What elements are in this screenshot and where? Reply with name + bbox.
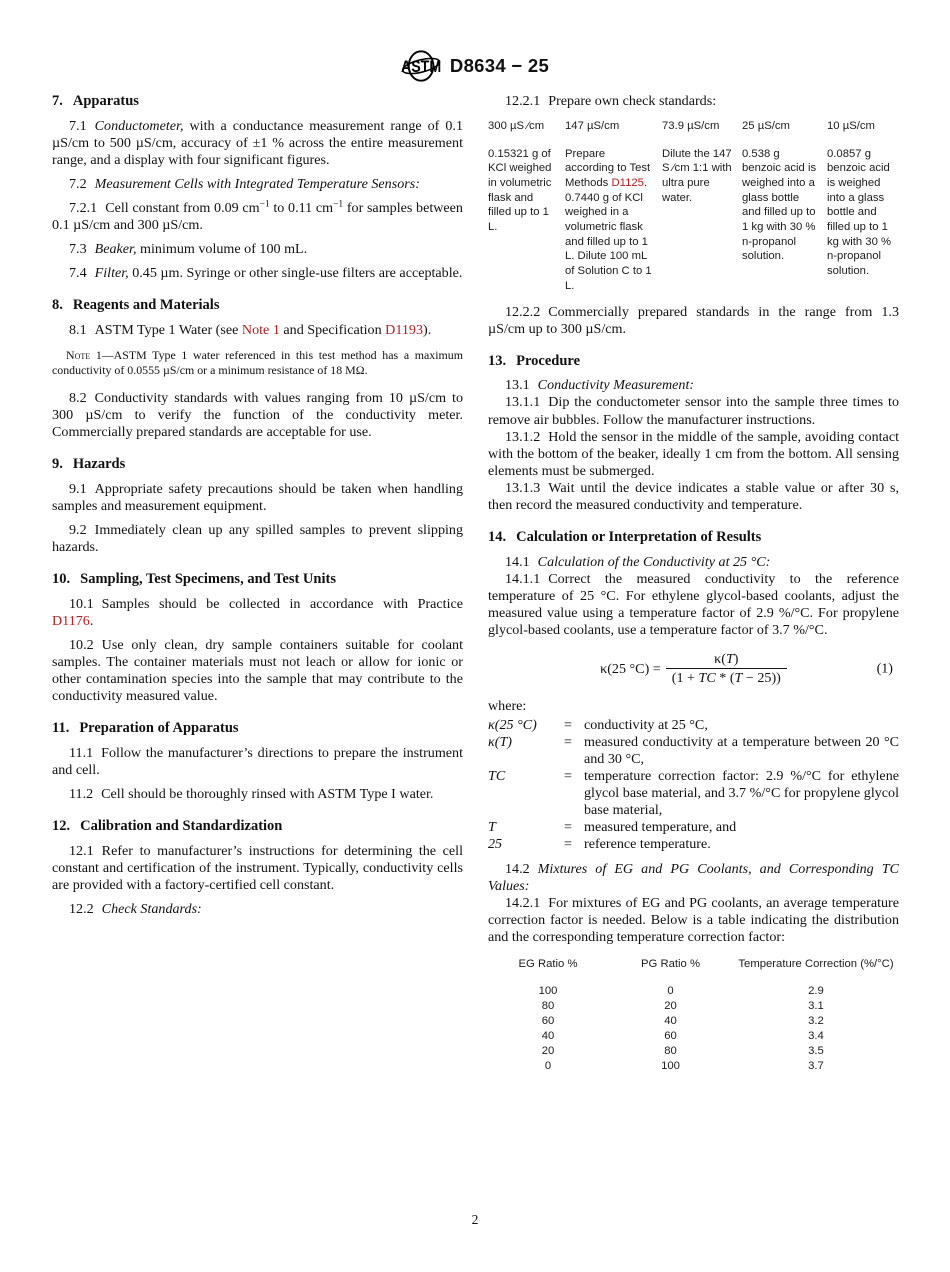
para-text: ). (423, 322, 432, 339)
para-7-2-1 (52, 200, 463, 234)
check-standards-table (488, 119, 899, 293)
section-heading-calculation (488, 529, 899, 547)
para-number: 13.1.2 (505, 428, 541, 445)
note-1 (52, 348, 463, 378)
para-14-2 (488, 861, 899, 895)
equals-sign: = (564, 733, 572, 750)
section-title: Reagents and Materials (72, 297, 220, 314)
defined-term: Beaker, (94, 241, 137, 258)
section-number: 7. (52, 93, 63, 109)
table-cell: 40 (664, 1014, 677, 1027)
para-text: Prepare own check standards: (548, 93, 717, 109)
para-number: 7.1 (69, 117, 87, 134)
astm-logo-icon (401, 48, 443, 84)
eq-var: T (734, 670, 743, 687)
para-text: Follow the manufacturer’s directions to prepare the instrument and cell. (52, 744, 463, 778)
page-footer (0, 1212, 950, 1228)
table-cell: 100 (661, 1059, 680, 1072)
eg-table-header: PG Ratio % (640, 958, 701, 971)
table-cell: 3.7 (808, 1059, 824, 1072)
section-number: 11. (52, 720, 70, 737)
spec-d1193-link[interactable]: D1193 (385, 322, 423, 339)
right-column (488, 93, 899, 1073)
section-title: Sampling, Test Specimens, and Test Units (80, 570, 336, 587)
para-number: 13.1 (505, 377, 530, 394)
para-12-1 (52, 843, 463, 894)
eq-text: ) (733, 651, 739, 668)
table-cell: 60 (664, 1029, 677, 1042)
check-table-header: 300 µS ⁄cm (488, 120, 545, 133)
section-heading-hazards (52, 456, 463, 474)
check-table-header: 147 µS/cm (565, 120, 620, 133)
para-7-3 (52, 241, 463, 258)
para-text: For mixtures of EG and PG coolants, an average temperature correction factor is needed. Below is a table indicating the distribution and the corresponding temperature correction factor: (488, 894, 899, 945)
equals-sign: = (564, 836, 572, 853)
check-table-cell-25: 0.538 g benzoic acid is weighed into a glass bottle and filled up to 1 kg with 30 % n-propanol solution. (742, 147, 817, 263)
para-text: Use only clean, dry sample containers suitable for coolant samples. The container materials must not leach or allow for ionic or other contamination species into the sample that may contribute to the conductivity measured value. (52, 636, 463, 705)
section-heading-procedure (488, 353, 899, 371)
table-cell: 100 (538, 985, 558, 998)
para-12-2-1 (488, 93, 899, 110)
para-number: 11.2 (69, 786, 94, 803)
check-table-header: 25 µS/cm (742, 120, 790, 133)
equation-fraction (666, 651, 787, 687)
para-text: Conductivity standards with values ranging from 10 µS/cm to 300 µS/cm to verify the function of the conductivity meter. Commercially prepared standards are acceptable for use. (52, 389, 463, 440)
para-text: for samples between 0.1 µS/cm and 300 µS/cm. (52, 200, 463, 234)
para-13-1-3 (488, 480, 899, 514)
defined-term: Calculation of the Conductivity at 25 °C: (537, 553, 771, 570)
para-text: Refer to manufacturer’s instructions for determining the cell constant and certification of the instrument. Typically, conductivity cells are provided with a factory-certified cell constant. (52, 842, 463, 893)
para-7-1 (52, 118, 463, 169)
para-number: 9.2 (69, 521, 87, 538)
table-cell: 0 (544, 1059, 552, 1072)
equals-sign: = (564, 819, 572, 836)
table-cell: 80 (664, 1044, 677, 1057)
where-def-k25 (488, 717, 899, 734)
table-cell: 3.4 (808, 1029, 824, 1042)
para-number: 12.2.1 (505, 93, 541, 109)
where-def-kt (488, 734, 899, 768)
para-9-2 (52, 522, 463, 556)
section-number: 14. (488, 529, 507, 546)
astm-logo-graphic (401, 48, 443, 84)
para-12-2-2 (488, 304, 899, 338)
section-number: 13. (488, 352, 507, 369)
equation-number: (1) (876, 660, 893, 677)
section-heading-calibration (52, 818, 463, 836)
para-11-1 (52, 745, 463, 779)
para-text: Dip the conductometer sensor into the sample three times to remove air bubbles. Follow the manufacturer instructions. (488, 394, 899, 428)
para-number: 14.1 (505, 553, 530, 570)
para-number: 10.1 (69, 595, 94, 612)
equation-numerator (708, 651, 744, 668)
where-term: κ(T) (488, 733, 512, 750)
table-cell: 3.1 (808, 999, 824, 1012)
where-term: TC (488, 768, 506, 785)
para-number: 13.1.1 (505, 394, 541, 411)
para-14-2-1 (488, 895, 899, 946)
para-11-2 (52, 786, 463, 803)
defined-term: Conductivity Measurement: (537, 377, 695, 394)
para-text: Appropriate safety precautions should be taken when handling samples and measurement equipment. (52, 480, 463, 514)
eq-text: (1 + (671, 670, 699, 687)
table-cell: 80 (541, 999, 555, 1012)
where-term: T (488, 819, 496, 836)
defined-term: Conductometer, (94, 117, 184, 134)
para-8-1 (52, 322, 463, 339)
table-cell: 20 (541, 1044, 555, 1057)
section-number: 9. (52, 455, 63, 472)
para-7-4 (52, 265, 463, 282)
para-number: 11.1 (69, 744, 94, 761)
table-cell: 3.2 (808, 1014, 824, 1027)
para-number: 14.2 (505, 860, 530, 877)
para-number: 7.2.1 (69, 200, 98, 217)
equation-lhs: κ(25 °C) = (600, 660, 661, 677)
section-heading-preparation (52, 720, 463, 738)
section-number: 10. (52, 570, 71, 587)
superscript: −1 (259, 199, 270, 210)
para-text: Correct the measured conductivity to the reference temperature of 25 °C. For ethylene glycol-based coolants, adjust the measured value using a temperature factor of 2.9 %/°C. For propylene glycol-based coolants, use a temperature factor of 3.7 %/°C. (488, 570, 899, 639)
table-cell: 60 (541, 1014, 555, 1027)
cell-text: . 0.7440 g of KCl weighed in a volumetric flask and filled up to 1 L. Dilute 100 mL of Solution C to 1 L. (565, 177, 652, 292)
para-text: to 0.11 cm (269, 200, 334, 217)
para-number: 12.2 (69, 901, 94, 918)
eq-text: − 25)) (742, 670, 781, 687)
para-number: 14.2.1 (505, 894, 541, 911)
para-text: 0.45 µm. Syringe or other single-use filters are acceptable. (128, 265, 463, 282)
defined-term: Filter, (94, 265, 129, 282)
check-table-cell-10: 0.0857 g benzoic acid is weighed into a glass bottle and filled up to 1 kg with 30 % n-propanol solution. (827, 147, 892, 278)
para-text: and Specification (279, 322, 386, 339)
eg-table-header: Temperature Correction (%/°C) (738, 958, 894, 971)
eq-var: T (725, 651, 734, 668)
table-cell: 20 (664, 999, 677, 1012)
para-text: ASTM Type 1 Water (see (94, 322, 242, 339)
where-definition: reference temperature. (584, 836, 711, 853)
para-number: 7.4 (69, 265, 87, 282)
para-13-1-1 (488, 394, 899, 428)
section-title: Preparation of Apparatus (79, 720, 239, 737)
eq-text: κ( (714, 651, 726, 668)
section-title: Calibration and Standardization (80, 818, 283, 835)
where-def-tc (488, 768, 899, 819)
defined-term: Check Standards: (101, 901, 202, 918)
para-10-2 (52, 637, 463, 705)
para-number: 8.1 (69, 322, 87, 339)
where-definition: temperature correction factor: 2.9 %/°C for ethylene glycol base material, and 3.7 %/°C for propylene glycol base material, (584, 768, 899, 819)
check-table-cell-147 (565, 147, 660, 294)
para-14-1 (488, 554, 899, 571)
where-label: where: (488, 697, 527, 714)
eq-var: TC (698, 670, 716, 687)
para-13-1-2 (488, 429, 899, 480)
para-text: Commercially prepared standards in the range from 1.3 µS/cm up to 300 µS/cm. (488, 303, 899, 337)
table-cell: 40 (541, 1029, 555, 1042)
page-header (0, 48, 950, 84)
para-7-2 (52, 176, 463, 193)
where-definition: measured conductivity at a temperature between 20 °C and 30 °C, (584, 733, 899, 767)
defined-term: Mixtures of EG and PG Coolants, and Corresponding TC Values: (488, 860, 899, 894)
para-number: 7.3 (69, 241, 87, 258)
standard-designation: D8634 − 25 (449, 55, 550, 76)
section-number: 8. (52, 297, 63, 314)
section-title: Apparatus (72, 93, 139, 109)
equals-sign: = (564, 716, 572, 733)
where-def-t (488, 819, 899, 836)
para-12-2 (52, 901, 463, 918)
para-text: with a conductance measurement range of 0.1 µS/cm to 500 µS/cm, accuracy of ±1 % across the entire measurement range, and a display with four significant figures. (52, 117, 463, 168)
section-title: Calculation or Interpretation of Results (516, 529, 762, 546)
page-number: 2 (471, 1212, 479, 1227)
para-number: 12.1 (69, 842, 94, 859)
defined-term: Measurement Cells with Integrated Temperature Sensors: (94, 175, 420, 192)
para-number: 7.2 (69, 175, 87, 192)
note-text: —ASTM Type 1 water referenced in this test method has a maximum conductivity of 0.0555 µS/cm or a minimum resistance of 18 MΩ. (52, 348, 463, 377)
eg-table-header: EG Ratio % (518, 958, 578, 971)
where-definition: measured temperature, and (584, 819, 737, 836)
where-def-25 (488, 836, 899, 853)
cell-text: Prepare according to Test Methods (565, 147, 651, 190)
para-number: 14.1.1 (505, 570, 541, 587)
equation-1 (488, 651, 899, 687)
section-heading-sampling (52, 571, 463, 589)
para-text: Cell constant from 0.09 cm (105, 200, 260, 217)
where-term: κ(25 °C) (488, 716, 537, 733)
para-14-1-1 (488, 571, 899, 639)
para-text: Cell should be thoroughly rinsed with ASTM Type I water. (101, 786, 434, 803)
table-cell: 0 (667, 985, 674, 998)
check-table-header: 73.9 µS/cm (662, 120, 720, 133)
section-number: 12. (52, 818, 71, 835)
eq-text: * ( (715, 670, 735, 687)
left-column (52, 93, 463, 918)
para-number: 9.1 (69, 480, 87, 497)
where-term: 25 (488, 836, 503, 853)
para-text: Immediately clean up any spilled samples to prevent slipping hazards. (52, 521, 463, 555)
table-cell: 3.5 (808, 1044, 824, 1057)
para-10-1 (52, 596, 463, 630)
method-d1125-link[interactable]: D1125 (611, 177, 644, 190)
section-title: Hazards (72, 455, 126, 472)
astm-logo-text: ASTM (400, 58, 442, 77)
para-number: 12.2.2 (505, 303, 541, 320)
superscript: −1 (333, 199, 344, 210)
practice-d1176-link[interactable]: D1176 (52, 612, 90, 629)
para-text: Samples should be collected in accordance with Practice (101, 595, 463, 612)
para-13-1 (488, 377, 899, 394)
eg-pg-ratio-table (488, 957, 899, 1073)
para-number: 8.2 (69, 389, 87, 406)
section-heading-apparatus (52, 93, 463, 111)
check-table-header: 10 µS/cm (827, 120, 875, 133)
para-9-1 (52, 481, 463, 515)
equation-denominator (666, 668, 787, 687)
note-label: Note 1 (66, 348, 102, 363)
para-text: Hold the sensor in the middle of the sample, avoiding contact with the bottom of the beaker, ideally 1 cm from the bottom. All sensing elements must be submerged. (488, 428, 899, 479)
para-number: 10.2 (69, 636, 94, 653)
para-number: 13.1.3 (505, 479, 541, 496)
check-table-cell-73: Dilute the 147 S ⁄cm 1:1 with ultra pure water. (662, 147, 732, 204)
note-1-link[interactable]: Note 1 (241, 322, 280, 339)
para-text: . (89, 612, 94, 629)
section-heading-reagents (52, 297, 463, 315)
table-cell: 2.9 (808, 985, 824, 998)
where-definition: conductivity at 25 °C, (584, 716, 708, 733)
equals-sign: = (564, 768, 572, 785)
para-8-2 (52, 390, 463, 441)
para-text: minimum volume of 100 mL. (136, 241, 308, 258)
section-title: Procedure (516, 352, 581, 369)
para-text: Wait until the device indicates a stable value or after 30 s, then record the measured conductivity and temperature. (488, 479, 899, 514)
check-table-cell-300: 0.15321 g of KCl weighed in volumetric flask and filled up to 1 L. (488, 147, 552, 234)
